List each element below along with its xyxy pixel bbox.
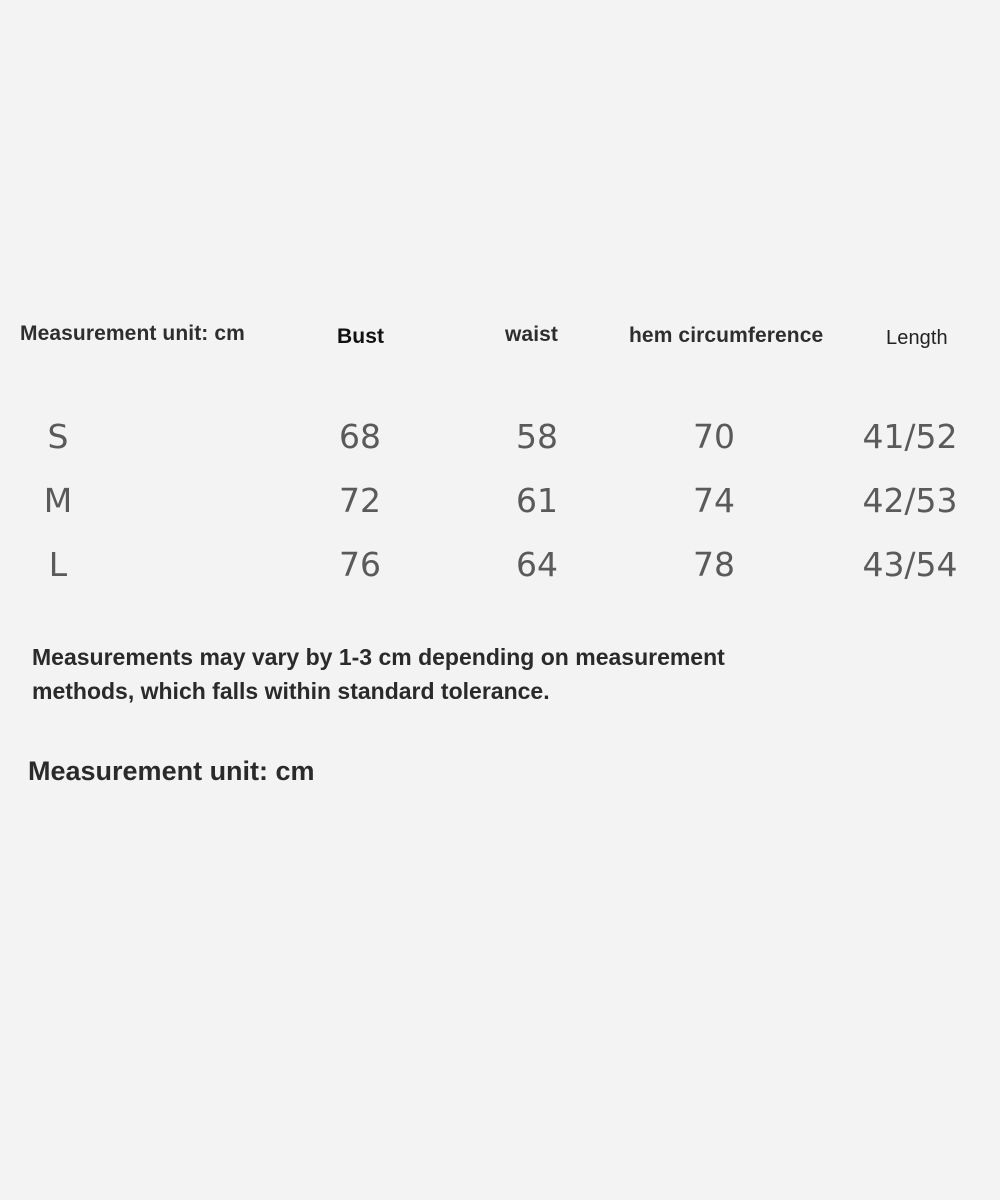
size-label: S xyxy=(47,417,69,456)
length-value: 43/54 xyxy=(862,545,958,584)
header-unit: Measurement unit: cm xyxy=(20,322,245,345)
header-hem-circumference: hem circumference xyxy=(629,324,824,347)
hem-value: 74 xyxy=(693,481,735,520)
header-bust: Bust xyxy=(337,325,385,348)
waist-value: 64 xyxy=(516,545,558,584)
size-label: M xyxy=(43,481,73,520)
measurement-unit-label: Measurement unit: cm xyxy=(28,756,315,786)
length-value: 42/53 xyxy=(862,481,958,520)
tolerance-note: Measurements may vary by 1-3 cm depending on measurement methods, which falls within standard tolerance. xyxy=(32,644,725,704)
bust-value: 72 xyxy=(339,481,381,520)
waist-value: 61 xyxy=(516,481,558,520)
bust-value: 76 xyxy=(339,545,381,584)
hem-value: 78 xyxy=(693,545,735,584)
waist-value: 58 xyxy=(516,417,558,456)
size-label: L xyxy=(48,545,68,584)
header-length: Length xyxy=(886,327,948,349)
length-value: 41/52 xyxy=(862,417,958,456)
header-waist: waist xyxy=(505,323,559,346)
bust-value: 68 xyxy=(339,417,381,456)
hem-value: 70 xyxy=(693,417,735,456)
